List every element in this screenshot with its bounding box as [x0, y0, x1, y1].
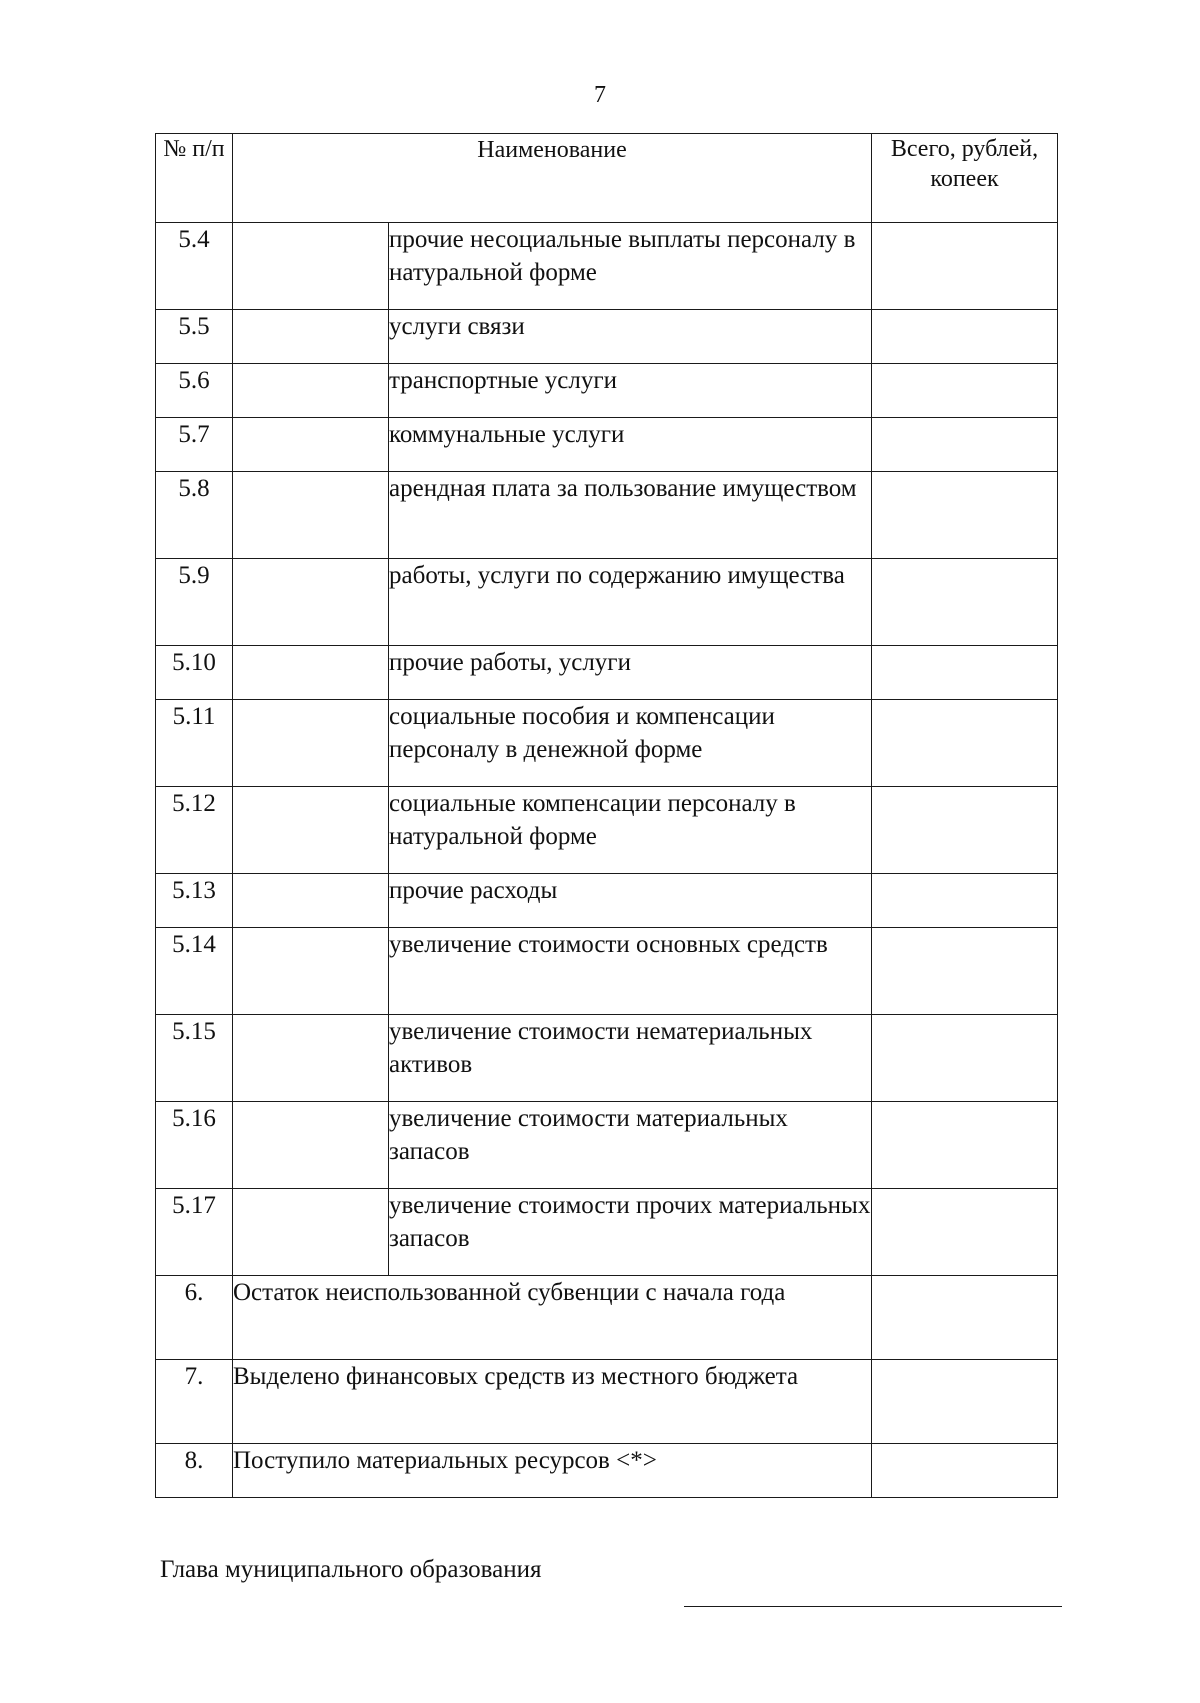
row-total-cell [872, 1360, 1058, 1444]
row-total-cell [872, 1189, 1058, 1276]
row-name: работы, услуги по содержанию имущества [389, 559, 872, 646]
row-total-cell [872, 310, 1058, 364]
row-total-cell [872, 787, 1058, 874]
row-number: 7. [156, 1360, 233, 1444]
row-blank-cell [233, 1102, 389, 1189]
table-row [156, 364, 1058, 418]
row-total-cell [872, 559, 1058, 646]
row-name: Выделено финансовых средств из местного бюджета [233, 1360, 872, 1444]
row-number: 6. [156, 1276, 233, 1360]
row-total-cell [872, 472, 1058, 559]
row-total-cell [872, 874, 1058, 928]
row-number: 5.15 [156, 1015, 233, 1102]
row-name: увеличение стоимости основных средств [389, 928, 872, 1015]
row-name: прочие несоциальные выплаты персоналу в натуральной форме [389, 223, 872, 310]
table-row [156, 223, 1058, 310]
table-row [156, 559, 1058, 646]
table-header-row [156, 134, 1058, 223]
row-name: социальные пособия и компенсации персоналу в денежной форме [389, 700, 872, 787]
row-number: 5.8 [156, 472, 233, 559]
row-name: прочие работы, услуги [389, 646, 872, 700]
row-name: Поступило материальных ресурсов <*> [233, 1444, 872, 1498]
row-name: коммунальные услуги [389, 418, 872, 472]
row-blank-cell [233, 787, 389, 874]
row-name: прочие расходы [389, 874, 872, 928]
table-row [156, 928, 1058, 1015]
row-blank-cell [233, 928, 389, 1015]
row-number: 5.14 [156, 928, 233, 1015]
table-body [156, 223, 1058, 1498]
header-num: № п/п [156, 134, 233, 223]
row-number: 5.6 [156, 364, 233, 418]
row-number: 5.13 [156, 874, 233, 928]
row-total-cell [872, 1102, 1058, 1189]
row-blank-cell [233, 1189, 389, 1276]
header-name: Наименование [233, 134, 872, 223]
row-total-cell [872, 700, 1058, 787]
table-row [156, 1360, 1058, 1444]
row-number: 5.5 [156, 310, 233, 364]
row-blank-cell [233, 646, 389, 700]
row-total-cell [872, 223, 1058, 310]
row-blank-cell [233, 1015, 389, 1102]
row-number: 5.12 [156, 787, 233, 874]
table-row [156, 1276, 1058, 1360]
table-row [156, 787, 1058, 874]
table-row [156, 874, 1058, 928]
row-name: транспортные услуги [389, 364, 872, 418]
signature-label: Глава муниципального образования [160, 1556, 542, 1583]
row-total-cell [872, 646, 1058, 700]
row-total-cell [872, 418, 1058, 472]
row-name: социальные компенсации персоналу в натуральной форме [389, 787, 872, 874]
row-name: увеличение стоимости прочих материальных запасов [389, 1189, 872, 1276]
row-number: 5.16 [156, 1102, 233, 1189]
row-blank-cell [233, 364, 389, 418]
table-row [156, 1189, 1058, 1276]
table-row [156, 472, 1058, 559]
row-name: увеличение стоимости материальных запасов [389, 1102, 872, 1189]
row-blank-cell [233, 559, 389, 646]
table-row [156, 700, 1058, 787]
row-blank-cell [233, 223, 389, 310]
row-number: 5.10 [156, 646, 233, 700]
expense-table [155, 133, 1058, 1498]
header-total: Всего, рублей, копеек [872, 134, 1058, 223]
row-blank-cell [233, 310, 389, 364]
row-number: 5.7 [156, 418, 233, 472]
row-name: услуги связи [389, 310, 872, 364]
table-row [156, 310, 1058, 364]
row-name: арендная плата за пользование имуществом [389, 472, 872, 559]
signature-line [684, 1606, 1062, 1607]
row-name: Остаток неиспользованной субвенции с начала года [233, 1276, 872, 1360]
row-total-cell [872, 1015, 1058, 1102]
row-blank-cell [233, 874, 389, 928]
row-blank-cell [233, 700, 389, 787]
row-total-cell [872, 364, 1058, 418]
row-blank-cell [233, 472, 389, 559]
table-row [156, 1444, 1058, 1498]
row-name: увеличение стоимости нематериальных активов [389, 1015, 872, 1102]
row-number: 5.11 [156, 700, 233, 787]
row-number: 5.4 [156, 223, 233, 310]
row-number: 5.9 [156, 559, 233, 646]
table-row [156, 1015, 1058, 1102]
table-row [156, 646, 1058, 700]
row-number: 8. [156, 1444, 233, 1498]
row-total-cell [872, 1444, 1058, 1498]
row-number: 5.17 [156, 1189, 233, 1276]
table-row [156, 418, 1058, 472]
row-total-cell [872, 928, 1058, 1015]
row-total-cell [872, 1276, 1058, 1360]
row-blank-cell [233, 418, 389, 472]
table-row [156, 1102, 1058, 1189]
page-number: 7 [594, 82, 606, 108]
